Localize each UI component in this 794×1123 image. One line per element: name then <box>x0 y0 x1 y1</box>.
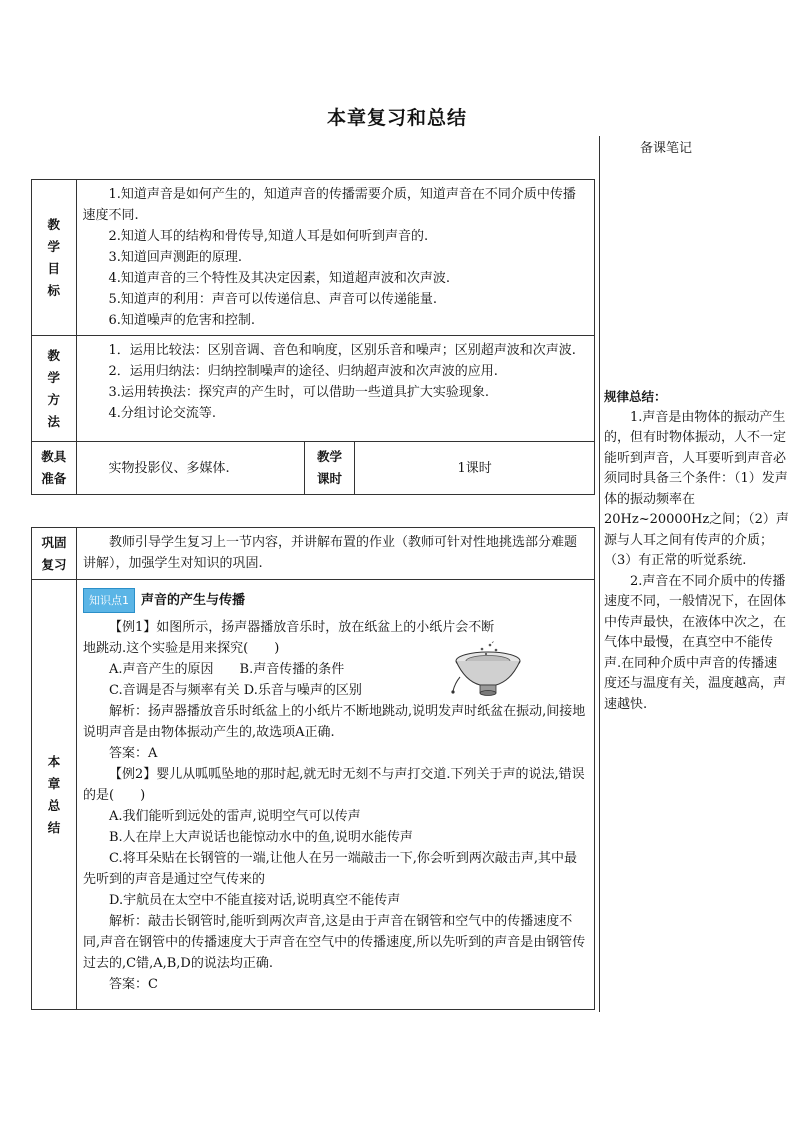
knowledge-point-tag: 知识点1 <box>83 588 135 613</box>
tools-value: 实物投影仪、多媒体. <box>108 460 230 476</box>
rules-paragraph-2: 2.声音在不同介质中的传播速度不同，一般情况下，在固体中传声最快，在液体中次之，在气体中最慢，在真空中不能传声.在同种介质中声音的传播速度还与温度有关，温度越高，声速越快. <box>604 573 787 712</box>
goal-item: 5.知道声的利用：声音可以传递信息、声音可以传递能量. <box>108 292 438 307</box>
method-item: 2．运用归纳法：归纳控制噪声的途径、归纳超声波和次声波的应用. <box>108 364 498 379</box>
page-title: 本章复习和总结 <box>326 107 467 129</box>
review-content <box>77 528 595 580</box>
hours-value: 1课时 <box>457 460 492 476</box>
example-1-options-cd: C.音调是否与频率有关 D.乐音与噪声的区别 <box>109 683 362 698</box>
example-2-question: 【例2】婴儿从呱呱坠地的那时起,就无时无刻不与声打交道.下列关于声的说法,错误的是( ) <box>83 767 585 803</box>
rules-summary <box>604 387 790 715</box>
speaker-illustration <box>451 641 521 699</box>
example-1-analysis: 解析：扬声器播放音乐时纸盆上的小纸片不断地跳动,说明发声时纸盆在振动,间接地说明声音是由物体振动产生的,故选项A正确. <box>83 704 586 740</box>
tools-content <box>76 442 304 495</box>
methods-label: 教 学 方 法 <box>32 336 77 442</box>
method-item: 1．运用比较法：区别音调、音色和响度，区别乐音和噪声；区别超声波和次声波. <box>108 343 576 358</box>
example-1-question: 【例1】如图所示，扬声器播放音乐时，放在纸盆上的小纸片会不断地跳动.这个实验是用来探究( ) <box>83 620 495 656</box>
hours-label: 教学 课时 <box>304 442 354 495</box>
knowledge-point-title: 声音的产生与传播 <box>141 593 246 608</box>
example-2-option-a: A.我们能听到远处的雷声,说明空气可以传声 <box>109 809 361 824</box>
example-2-analysis: 解析：敲击长钢管时,能听到两次声音,这是由于声音在钢管和空气中的传播速度不同,声音在钢管中的传播速度大于声音在空气中的传播速度,所以先听到的声音是由钢管传过去的,C错,A,B,D的说法均正确. <box>83 914 586 971</box>
hours-content <box>355 442 595 495</box>
example-2-option-c: C.将耳朵贴在长钢管的一端,让他人在另一端敲击一下,你会听到两次敲击声,其中最先听到的声音是通过空气传来的 <box>83 851 578 887</box>
methods-content <box>76 336 594 442</box>
rules-paragraph-1: 1.声音是由物体的振动产生的，但有时物体振动，人不一定能听到声音，人耳要听到声音必须同时具备三个条件：（1）发声体的振动频率在20Hz~20000Hz之间；（2）声源与人耳之间有传声的介质；（3）有正常的听觉系统. <box>604 409 789 568</box>
example-1-answer: 答案：A <box>109 746 158 761</box>
tools-label: 教具 准备 <box>32 442 77 495</box>
summary-label: 本 章 总 结 <box>32 580 77 1010</box>
example-2-option-d: D.宇航员在太空中不能直接对话,说明真空不能传声 <box>109 893 401 908</box>
example-2-option-b: B.人在岸上大声说话也能惊动水中的鱼,说明水能传声 <box>109 830 413 845</box>
goal-item: 2.知道人耳的结构和骨传导,知道人耳是如何听到声音的. <box>108 229 429 244</box>
example-1-options-ab: A.声音产生的原因 B.声音传播的条件 <box>109 662 345 677</box>
method-item: 4.分组讨论交流等. <box>108 406 217 421</box>
goal-item: 6.知道噪声的危害和控制. <box>108 313 256 328</box>
goal-item: 4.知道声音的三个特性及其决定因素，知道超声波和次声波. <box>108 271 451 286</box>
review-label: 巩固 复习 <box>32 528 77 580</box>
notes-title: 备课笔记 <box>640 141 693 156</box>
goal-item: 1.知道声音是如何产生的，知道声音的传播需要介质，知道声音在不同介质中传播速度不同. <box>82 187 576 223</box>
method-item: 3.运用转换法：探究声的产生时，可以借助一些道具扩大实验现象. <box>108 385 490 400</box>
goals-label: 教 学 目 标 <box>32 180 77 336</box>
goals-content <box>76 180 594 336</box>
info-table <box>31 179 595 495</box>
lesson-table <box>31 527 595 1010</box>
review-text: 教师引导学生复习上一节内容，并讲解布置的作业（教师可针对性地挑选部分难题讲解），加强学生对知识的巩固. <box>83 535 578 571</box>
rules-label: 规律总结： <box>604 389 667 404</box>
notes-divider <box>599 136 600 1012</box>
goal-item: 3.知道回声测距的原理. <box>108 250 243 265</box>
example-2-answer: 答案：C <box>109 977 158 992</box>
